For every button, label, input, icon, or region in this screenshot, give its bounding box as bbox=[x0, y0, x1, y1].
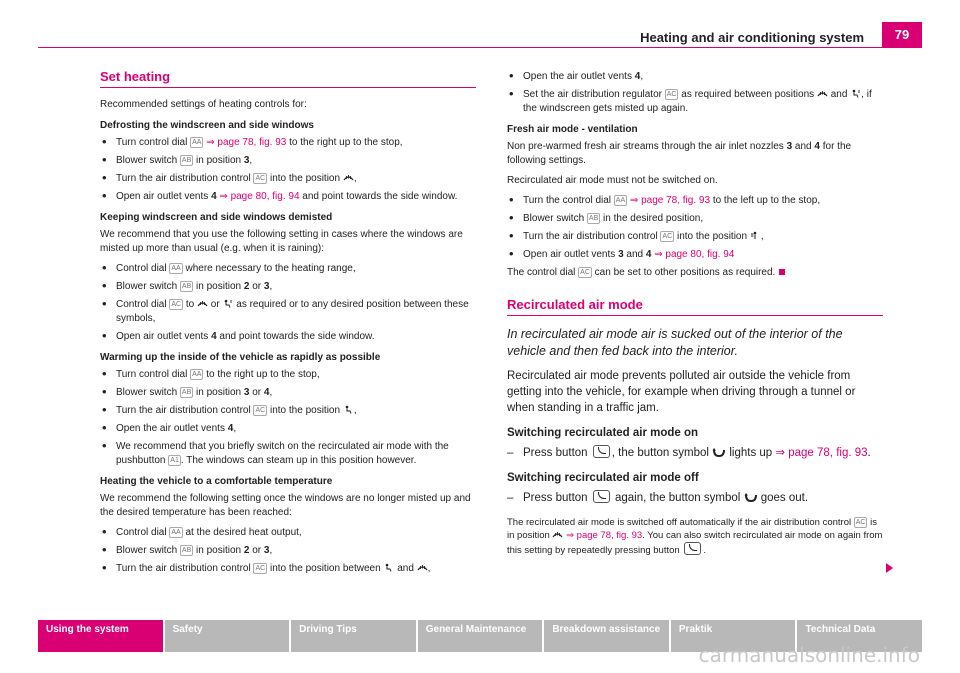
control-key-label: AC bbox=[855, 519, 866, 526]
control-key-label: AC bbox=[255, 175, 266, 182]
face-vent-icon bbox=[750, 231, 761, 240]
list-item: • Control dial AA where necessary to the heating range, bbox=[100, 262, 476, 276]
list-item: • Turn the control dial AA ⇒ page 78, fig. 93 to the left up to the stop, bbox=[507, 194, 883, 208]
instruction-step: – Press button , the button symbol lights up ⇒ page 78, fig. 93. bbox=[507, 445, 883, 461]
control-key-label: AB bbox=[181, 389, 192, 396]
page-link[interactable]: ⇒ page 78, fig. 93 bbox=[629, 195, 711, 206]
recirculation-icon bbox=[744, 492, 758, 502]
chapter-title: Heating and air conditioning system bbox=[640, 30, 864, 45]
list-item: • Turn the air distribution control AC into the position , bbox=[507, 230, 883, 244]
list-item: • Blower switch AB in the desired position, bbox=[507, 212, 883, 226]
header-divider bbox=[38, 47, 920, 48]
list-item: • Blower switch AB in position 3 or 4, bbox=[100, 386, 476, 400]
list-item: • Turn the air distribution control AC into the position , bbox=[100, 172, 476, 186]
control-key-label: AB bbox=[181, 547, 192, 554]
next-page-arrow-icon[interactable] bbox=[886, 563, 893, 573]
list-defrosting bbox=[100, 136, 476, 204]
page-link[interactable]: ⇒ page 78, fig. 93 bbox=[566, 530, 643, 541]
list-item: • Blower switch AB in position 2 or 3, bbox=[100, 280, 476, 294]
right-column bbox=[507, 70, 883, 563]
control-key-label: AC bbox=[662, 233, 673, 240]
control-key-label: AC bbox=[580, 269, 590, 276]
tab-praktik[interactable]: Praktik bbox=[671, 620, 796, 652]
intro-text: Recommended settings of heating controls for: bbox=[100, 99, 307, 110]
windscreen-footwell-icon bbox=[850, 89, 861, 98]
list-continued bbox=[507, 70, 883, 84]
tab-technical-data[interactable]: Technical Data bbox=[797, 620, 922, 652]
list-continued-2 bbox=[507, 88, 883, 116]
recirculation-button-icon bbox=[684, 542, 701, 555]
list-item: • Open air outlet vents 3 and 4 ⇒ page 80, fig. 94 bbox=[507, 248, 883, 262]
windscreen-icon bbox=[417, 563, 428, 572]
subheading-recirc-on: Switching recirculated air mode on bbox=[507, 427, 699, 439]
list-item: • Set the air distribution regulator AC as required between positions and , if the windscreen gets misted up again. bbox=[507, 88, 883, 116]
list-demisted bbox=[100, 262, 476, 344]
control-key-label: AA bbox=[171, 265, 181, 272]
windscreen-icon bbox=[552, 530, 563, 539]
subheading-keeping-demisted: Keeping windscreen and side windows demisted bbox=[100, 212, 333, 223]
list-item: • Open the air outlet vents 4, bbox=[507, 70, 883, 84]
list-item: • Turn control dial AA ⇒ page 78, fig. 93 to the right up to the stop, bbox=[100, 136, 476, 150]
control-key-label: AA bbox=[171, 529, 181, 536]
list-item: • Open the air outlet vents 4, bbox=[100, 422, 476, 436]
section-heading-set-heating: Set heating bbox=[100, 70, 476, 88]
page-header bbox=[0, 0, 960, 52]
list-item: • Turn the air distribution control AC into the position between and , bbox=[100, 562, 476, 576]
left-column bbox=[100, 70, 476, 580]
body-text: Recirculated air mode prevents polluted air outside the vehicle from getting into the vehicle, for example when driving through a tunnel or when standing in a traffic jam. bbox=[507, 370, 856, 414]
body-text: Recirculated air mode must not be switched on. bbox=[507, 175, 718, 186]
tab-safety[interactable]: Safety bbox=[165, 620, 290, 652]
list-item: • Control dial AA at the desired heat output, bbox=[100, 526, 476, 540]
subheading-comfortable-temperature: Heating the vehicle to a comfortable temperature bbox=[100, 476, 333, 487]
footwell-icon bbox=[383, 563, 394, 572]
control-key-label: AA bbox=[192, 371, 202, 378]
windscreen-icon bbox=[343, 173, 354, 182]
subheading-recirc-off: Switching recirculated air mode off bbox=[507, 472, 699, 484]
control-key-label: A1 bbox=[170, 457, 179, 464]
list-fresh-air bbox=[507, 194, 883, 262]
note-text: The recirculated air mode is switched off automatically if the air distribution control AC is in position ⇒ page 78, fig. 93. You can also switch recirculated air mode on again from this setting by repeatedly pressing button . bbox=[507, 517, 883, 556]
list-item: • Turn the air distribution control AC into the position , bbox=[100, 404, 476, 418]
windscreen-icon bbox=[197, 299, 208, 308]
page-number: 79 bbox=[882, 22, 922, 48]
page-link[interactable]: ⇒ page 80, fig. 94 bbox=[219, 191, 300, 202]
section-end-marker bbox=[779, 269, 785, 275]
recirculation-button-icon bbox=[593, 445, 610, 458]
list-item: • Blower switch AB in position 2 or 3, bbox=[100, 544, 476, 558]
list-item: • Open air outlet vents 4 ⇒ page 80, fig. 94 and point towards the side window. bbox=[100, 190, 476, 204]
control-key-label: AC bbox=[255, 407, 266, 414]
list-item: • Control dial AC to or as required or to any desired position between these symbols, bbox=[100, 298, 476, 326]
tab-driving-tips[interactable]: Driving Tips bbox=[291, 620, 416, 652]
intro-text: In recirculated air mode air is sucked out of the interior of the vehicle and then fed back into the interior. bbox=[507, 327, 843, 358]
body-text: Non pre-warmed fresh air streams through the air inlet nozzles 3 and 4 for the following settings. bbox=[507, 141, 852, 166]
list-item: • We recommend that you briefly switch on the recirculated air mode with the pushbutton A1 . The windows can steam up in this position however. bbox=[100, 440, 476, 468]
subheading-defrosting: Defrosting the windscreen and side windows bbox=[100, 120, 314, 131]
control-key-label: AB bbox=[181, 157, 192, 164]
recirculation-icon bbox=[712, 447, 726, 457]
watermark: carmanualsonline.info bbox=[698, 643, 920, 667]
body-text: We recommend the following setting once the windows are no longer misted up and the desired temperature has been reached: bbox=[100, 493, 471, 518]
page-link[interactable]: ⇒ page 78, fig. 93 bbox=[206, 137, 287, 148]
page-link[interactable]: ⇒ page 78, fig. 93 bbox=[775, 447, 868, 459]
list-item: • Blower switch AB in position 3, bbox=[100, 154, 476, 168]
footwell-icon bbox=[343, 405, 354, 414]
control-key-label: AA bbox=[192, 139, 202, 146]
page-link[interactable]: ⇒ page 80, fig. 94 bbox=[654, 249, 735, 260]
control-key-label: AB bbox=[181, 283, 192, 290]
control-key-label: AA bbox=[615, 197, 626, 204]
control-key-label: AB bbox=[588, 215, 599, 222]
tab-using-the-system[interactable]: Using the system bbox=[38, 620, 163, 652]
tab-breakdown-assistance[interactable]: Breakdown assistance bbox=[544, 620, 669, 652]
windscreen-footwell-icon bbox=[222, 299, 233, 308]
control-key-label: AC bbox=[255, 565, 266, 572]
list-warming bbox=[100, 368, 476, 468]
tab-general-maintenance[interactable]: General Maintenance bbox=[418, 620, 543, 652]
control-key-label: AC bbox=[666, 91, 677, 98]
instruction-step: – Press button again, the button symbol goes out. bbox=[507, 490, 883, 506]
list-comfortable bbox=[100, 526, 476, 576]
windscreen-icon bbox=[817, 89, 828, 98]
section-heading-recirculated-air: Recirculated air mode bbox=[507, 298, 883, 316]
list-item: • Turn control dial AA to the right up to the stop, bbox=[100, 368, 476, 382]
recirculation-button-icon bbox=[593, 490, 610, 503]
subheading-fresh-air: Fresh air mode - ventilation bbox=[507, 124, 638, 135]
list-item: • Open air outlet vents 4 and point towards the side window. bbox=[100, 330, 476, 344]
body-text: The control dial AC can be set to other positions as required. bbox=[507, 266, 883, 280]
subheading-warming-up: Warming up the inside of the vehicle as rapidly as possible bbox=[100, 352, 381, 363]
control-key-label: AC bbox=[171, 301, 182, 308]
body-text: We recommend that you use the following setting in cases where the windows are misted up more than usual (e.g. when it is raining): bbox=[100, 229, 463, 254]
